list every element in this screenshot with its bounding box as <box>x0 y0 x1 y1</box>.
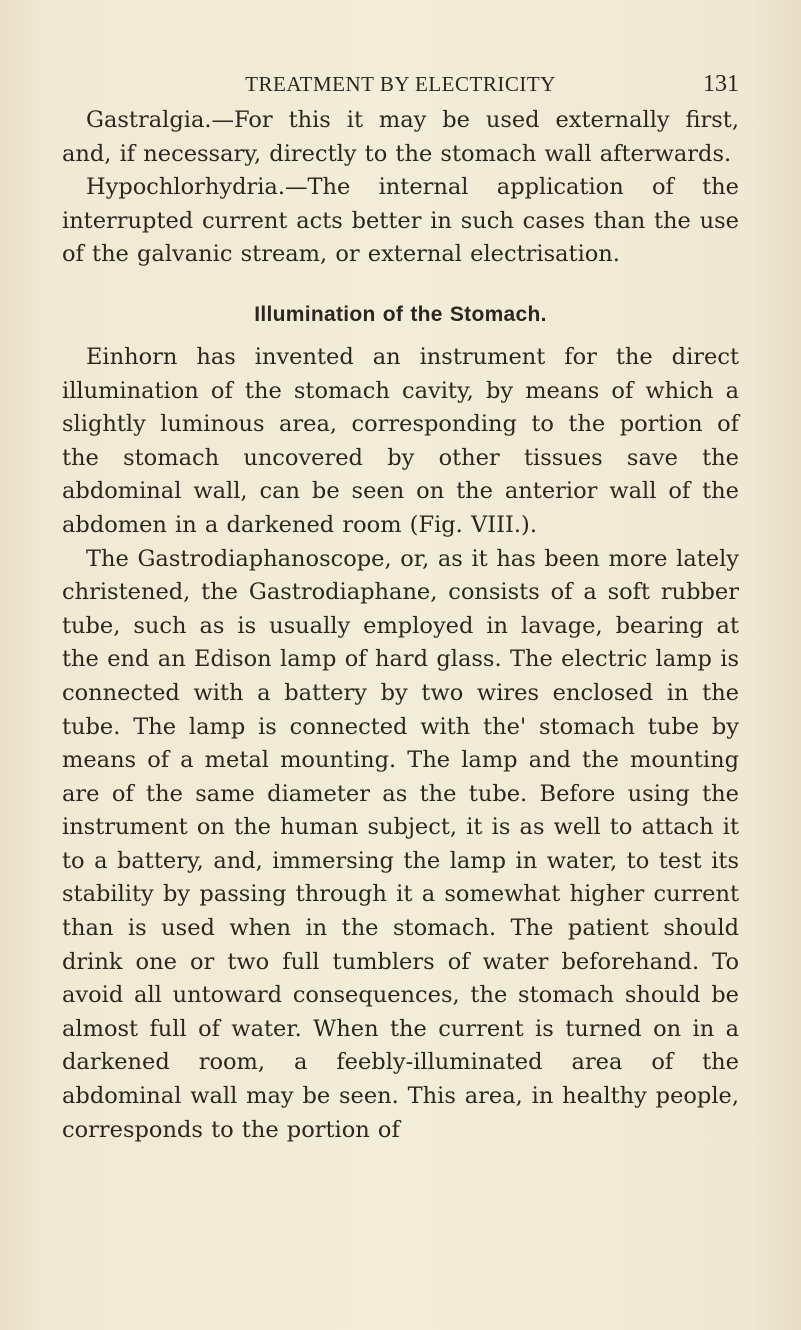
section-heading: Illumination of the Stomach. <box>254 302 547 326</box>
paragraph-einhorn: Einhorn has invented an instrument for the direct illumination of the stomach cavity, by means of which a slightly luminous area, corresponding to the portion of the stomach uncovered by other tissues save the abdominal wall, can be seen on the anterior wall of the abdomen in a darkened room (Fig. VIII.). <box>62 343 739 538</box>
running-head: TREATMENT BY ELECTRICITY <box>245 72 556 96</box>
paragraph-gastrodiaphanoscope: The Gastrodiaphanoscope, or, as it has been more lately christened, the Gastrodiaphane, consists of a soft rubber tube, such as is usually employed in lavage, bearing at the end an Edison lamp of hard glass. The electric lamp is connected with a battery by two wires enclosed in the tube. The lamp is connected with the' stomach tube by means of a metal mounting. The lamp and the mounting are of the same diameter as the tube. Before using the instrument on the human subject, it is as well to attach it to a battery, and, immersing the lamp in water, to test its stability by passing through it a somewhat higher current than is used when in the stomach. The patient should drink one or two full tumblers of water beforehand. To avoid all untoward consequences, the stomach should be almost full of water. When the current is turned on in a darkened room, a feebly-illuminated area of the abdominal wall may be seen. This area, in healthy people, corresponds to the portion of <box>62 545 739 1143</box>
page-header <box>62 64 739 104</box>
paragraph-hypochlorhydria: Hypochlorhydria.—The internal application of the interrupted current acts better in such cases than the use of the galvanic stream, or external electrisation. <box>62 174 739 268</box>
paragraph-gastralgia: Gastralgia.—For this it may be used externally first, and, if necessary, directly to the stomach wall afterwards. <box>62 107 739 167</box>
body-text <box>62 104 739 1147</box>
page-number: 131 <box>703 71 739 97</box>
